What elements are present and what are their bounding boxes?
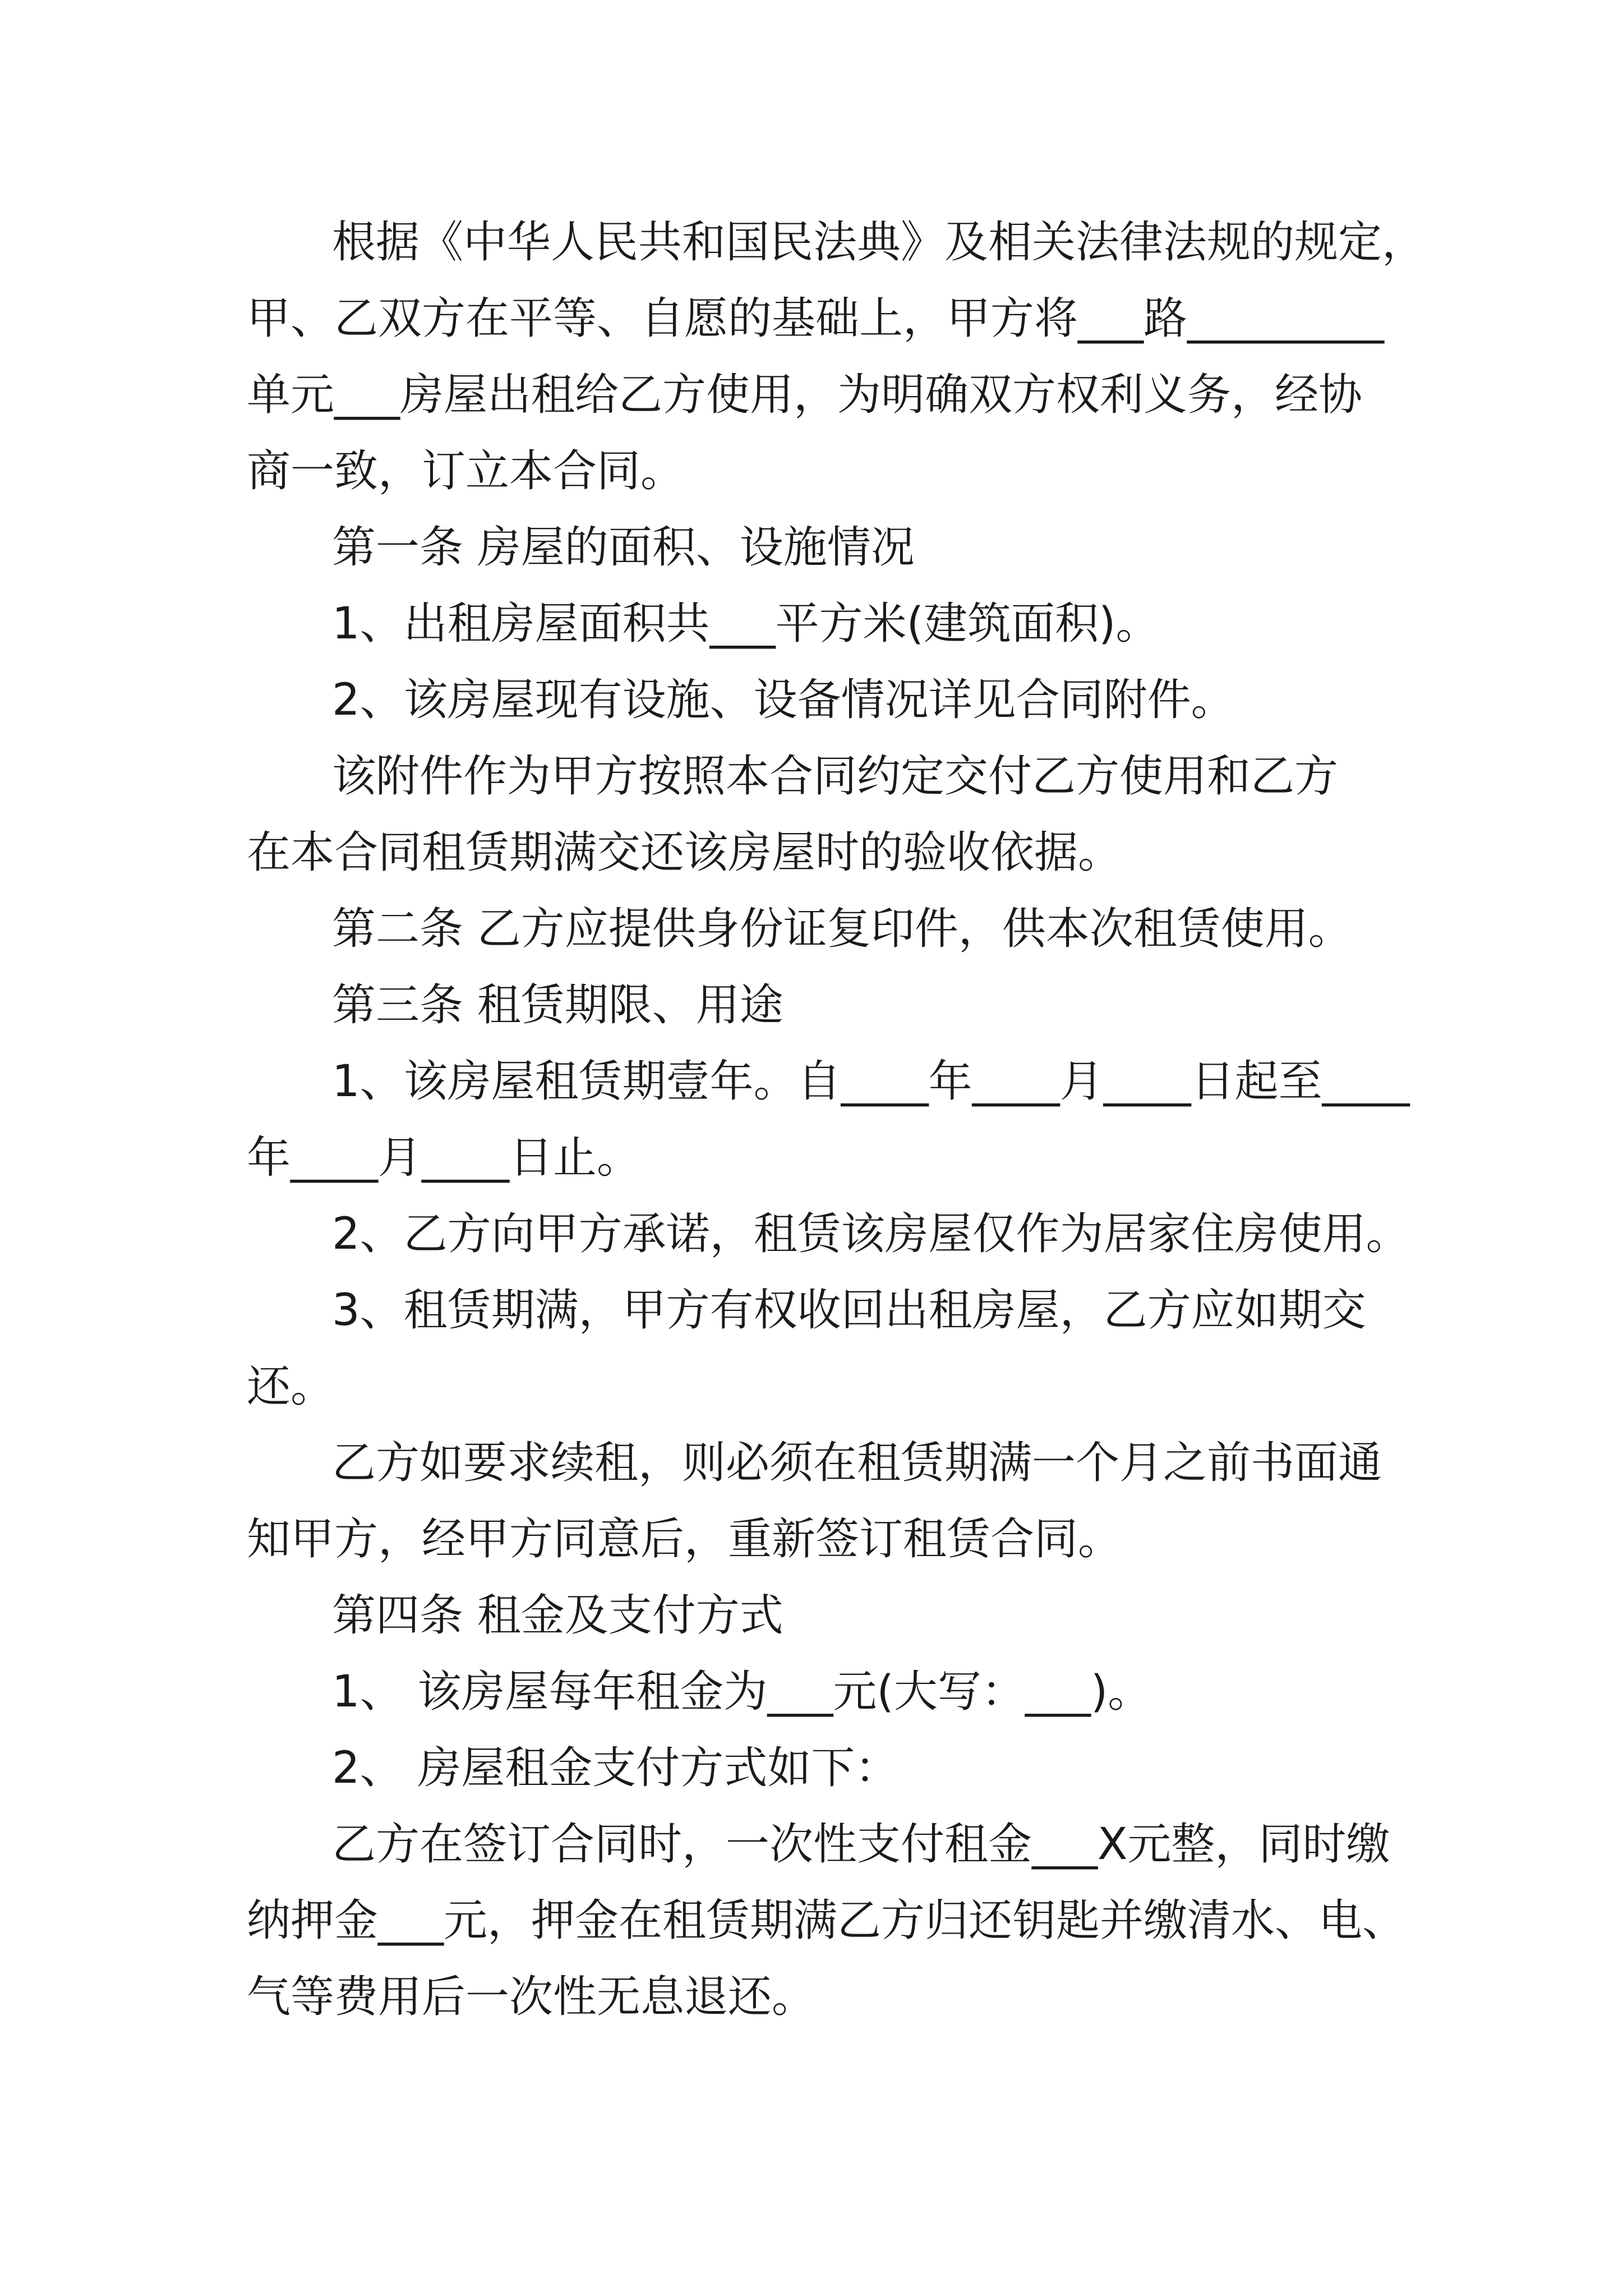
section-heading: 第四条 租金及支付方式 [332,1590,783,1641]
paragraph-line: 商一致，订立本合同。 [247,446,685,496]
paragraph-line: 2、乙方向甲方承诺，租赁该房屋仅作为居家住房使用。 [332,1209,1410,1259]
paragraph-line: 该附件作为甲方按照本合同约定交付乙方使用和乙方 [332,751,1339,802]
section-heading: 第一条 房屋的面积、设施情况 [332,522,915,573]
paragraph-line: 乙方在签订合同时，一次性支付租金___X元整，同时缴 [332,1819,1390,1870]
paragraph-line: 2、该房屋现有设施、设备情况详见合同附件。 [332,675,1235,725]
paragraph-line: 年____月____日止。 [247,1133,641,1183]
section-heading: 第二条 乙方应提供身份证复印件，供本次租赁使用。 [332,904,1352,954]
paragraph-line: 纳押金___元，押金在租赁期满乙方归还钥匙并缴清水、电、 [247,1895,1407,1946]
paragraph-line: 3、租赁期满，甲方有权收回出租房屋，乙方应如期交 [332,1285,1366,1336]
paragraph-line: 在本合同租赁期满交还该房屋时的验收依据。 [247,827,1122,878]
paragraph-line: 甲、乙双方在平等、自愿的基础上，甲方将___路_________ [247,293,1385,344]
paragraph-line: 1、该房屋租赁期壹年。自____年____月____日起至____ [332,1056,1410,1107]
paragraph-line: 气等费用后一次性无息退还。 [247,1972,816,2022]
section-heading: 第三条 租赁期限、用途 [332,980,783,1030]
paragraph-line: 1、出租房屋面积共___平方米(建筑面积)。 [332,599,1160,649]
paragraph-line: 知甲方，经甲方同意后，重新签订租赁合同。 [247,1514,1122,1565]
paragraph-line: 还。 [247,1361,335,1412]
paragraph-line: 单元___房屋出租给乙方使用，为明确双方权利义务，经协 [247,370,1363,420]
paragraph-line: 乙方如要求续租，则必须在租赁期满一个月之前书面通 [332,1438,1382,1488]
paragraph-line: 根据《中华人民共和国民法典》及相关法律法规的规定， [332,217,1426,268]
paragraph-line: 1、 该房屋每年租金为___元(大写：___)。 [332,1667,1152,1717]
paragraph-line: 2、 房屋租金支付方式如下： [332,1743,899,1793]
